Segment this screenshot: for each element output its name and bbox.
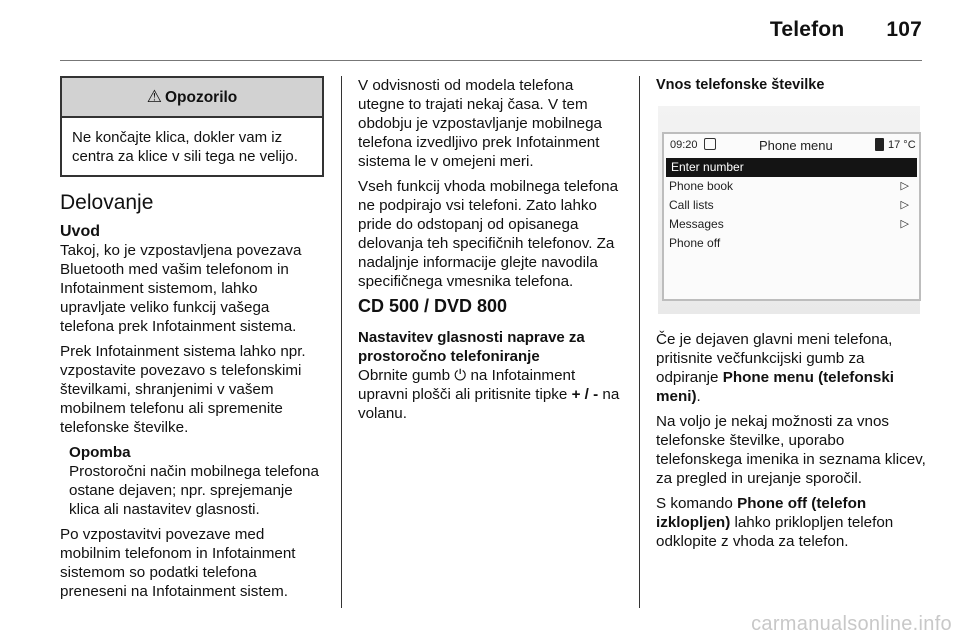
menu-item-enter-number[interactable] <box>666 158 917 177</box>
left-column <box>60 76 324 607</box>
subheading-uvod: Uvod <box>60 223 100 240</box>
paragraph-volume <box>358 366 623 423</box>
text-segment: na Infotainment upravni plošči ali pritisnite tipke <box>358 367 576 403</box>
column-divider <box>341 76 342 608</box>
page-title: Telefon <box>769 18 845 41</box>
chevron-right-icon: ▷ <box>900 199 909 211</box>
clock-icon <box>704 138 716 150</box>
text-segment: lahko priklopljen telefon odklopite z vhoda za telefon. <box>656 514 894 550</box>
screen-status-bar <box>664 134 919 158</box>
paragraph: Vseh funkcij vhoda mobilnega telefona ne podpirajo vsi telefoni. Zato lahko pride do odstopanj od opisanega delovanja teh specifičnih telefonov. Za nadaljnje informacije glejte navodila specifičnega vmesnika telefona. <box>358 178 619 290</box>
menu-item-label: Messages <box>669 217 724 231</box>
menu-item-label: Enter number <box>671 160 744 174</box>
column-divider <box>639 76 640 608</box>
note-block <box>60 443 324 519</box>
right-column-text <box>656 330 928 557</box>
paragraph: Prek Infotainment sistema lahko npr. vzpostavite povezavo s telefonskimi številkami, shranjenimi v vašem mobilnem telefonu ali spremenite telefonske številke. <box>60 343 306 436</box>
warning-title: Opozorilo <box>164 89 238 106</box>
screen-temperature: 17 °C <box>888 139 916 151</box>
paragraph: V odvisnosti od modela telefona utegne to trajati nekaj časa. V tem obdobju je vzpostavljanje mobilnega telefona izvedljivo prek Infotainment sistema le v omejeni meri. <box>358 77 603 170</box>
screen-title: Phone menu <box>759 138 833 153</box>
screen-time: 09:20 <box>670 139 698 151</box>
paragraph: Takoj, ko je vzpostavljena povezava Bluetooth med vašim telefonom in Infotainment sistemom, lahko upravljate veliko funkcij vašega telefona prek Infotainment sistema. <box>60 242 302 335</box>
bold-keys: + / - <box>571 386 599 403</box>
paragraph: Na voljo je nekaj možnosti za vnos telefonske številke, uporabo telefonskega imenika in seznama klicev, za pregled in urejanje sporočil. <box>656 413 926 487</box>
chevron-right-icon: ▷ <box>900 180 909 192</box>
paragraph <box>656 494 928 551</box>
header-rule <box>60 60 922 61</box>
text-segment: Če je dejaven glavni meni telefona, pritisnite večfunkcijski gumb za odpiranje <box>656 331 893 386</box>
text-segment: Obrnite gumb <box>358 367 455 384</box>
note-title: Opomba <box>69 444 131 461</box>
text-segment: S komando <box>656 495 738 512</box>
subheading-volume: Nastavitev glasnosti naprave za prostoročno telefoniranje <box>358 329 585 365</box>
section-title-cd500: CD 500 / DVD 800 <box>358 296 508 316</box>
display-screen <box>662 132 921 301</box>
middle-column <box>358 76 623 429</box>
text-segment: na volanu. <box>358 386 620 422</box>
warning-text: Ne končajte klica, dokler vam iz centra za klice v sili tega ne velijo. <box>72 129 298 165</box>
page-header <box>770 18 922 42</box>
phone-icon <box>875 138 884 151</box>
warning-box <box>60 76 324 177</box>
bold-term: Phone menu (telefonski meni) <box>656 369 895 405</box>
paragraph: Po vzpostavitvi povezave med mobilnim telefonom in Infotainment sistemom so podatki telefona preneseni na Infotainment sistem. <box>60 526 296 600</box>
warning-header <box>62 78 322 118</box>
section-title-delovanje: Delovanje <box>60 191 154 214</box>
right-column <box>656 76 924 95</box>
warning-triangle-icon: ⚠ <box>146 87 162 106</box>
power-knob-icon: ⏻ <box>454 367 467 384</box>
menu-item-messages[interactable] <box>664 215 919 234</box>
page-number: 107 <box>886 18 922 41</box>
menu-item-label: Phone book <box>669 179 734 193</box>
text-segment: . <box>696 388 701 405</box>
subheading-phone-number: Vnos telefonske številke <box>656 77 825 93</box>
menu-item-phone-book[interactable] <box>664 177 919 196</box>
chevron-right-icon: ▷ <box>900 218 909 230</box>
menu-item-phone-off[interactable] <box>664 234 919 253</box>
phone-menu-screenshot <box>658 106 920 314</box>
paragraph <box>656 330 928 406</box>
note-text: Prostoročni način mobilnega telefona ostane dejaven; npr. sprejemanje klica ali nastavitev glasnosti. <box>69 463 319 518</box>
menu-item-label: Phone off <box>669 236 721 250</box>
menu-item-label: Call lists <box>669 198 714 212</box>
bold-term: Phone off (telefon izklopljen) <box>656 495 867 531</box>
menu-item-call-lists[interactable] <box>664 196 919 215</box>
watermark: carmanualsonline.info <box>751 613 952 635</box>
